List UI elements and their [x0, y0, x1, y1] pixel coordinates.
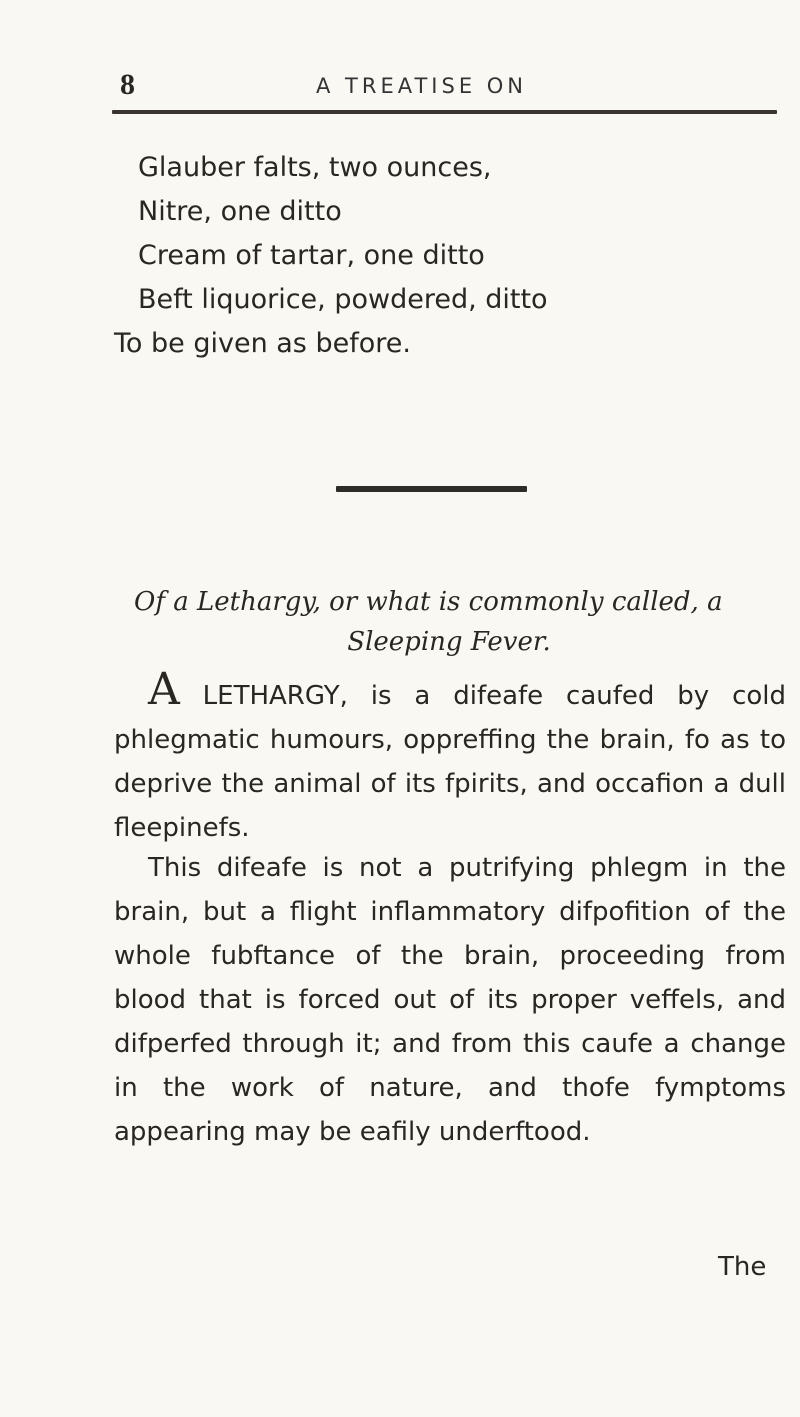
section-title-line-2: Sleeping Fever.	[347, 627, 551, 657]
recipe-line: Beft liquorice, powdered, ditto	[138, 284, 548, 315]
section-title	[114, 582, 784, 662]
section-divider	[336, 486, 527, 492]
recipe-line: Cream of tartar, one ditto	[138, 240, 485, 271]
paragraph-2-text: This difeafe is not a putrifying phlegm in the brain, but a flight inflammatory difpofition of the whole fubftance of the brain, proceeding from blood that is forced out of its proper veffels, and difperfed through it; and from this caufe a change in the work of nature, and thofe fymptoms appearing may be eafily underftood.	[114, 853, 786, 1147]
recipe-line: Glauber falts, two ounces,	[138, 152, 492, 183]
recipe-list	[114, 146, 548, 366]
header-rule	[112, 110, 777, 114]
paragraph-2	[114, 846, 786, 1154]
running-head: A TREATISE ON	[316, 74, 527, 98]
page-header	[0, 68, 800, 108]
page-number: 8	[120, 68, 135, 101]
paragraph-1	[114, 664, 786, 850]
paragraph-1-text: LETHARGY, is a difeafe caufed by cold phlegmatic humours, oppreffing the brain, fo as to deprive the animal of its fpirits, and occafion a dull fleepinefs.	[114, 681, 786, 843]
catchword: The	[718, 1252, 767, 1282]
recipe-line: Nitre, one ditto	[138, 196, 342, 227]
section-title-line-1: Of a Lethargy, or what is commonly called, a	[134, 587, 723, 617]
recipe-instruction: To be given as before.	[114, 328, 411, 359]
drop-cap: A	[148, 664, 180, 715]
